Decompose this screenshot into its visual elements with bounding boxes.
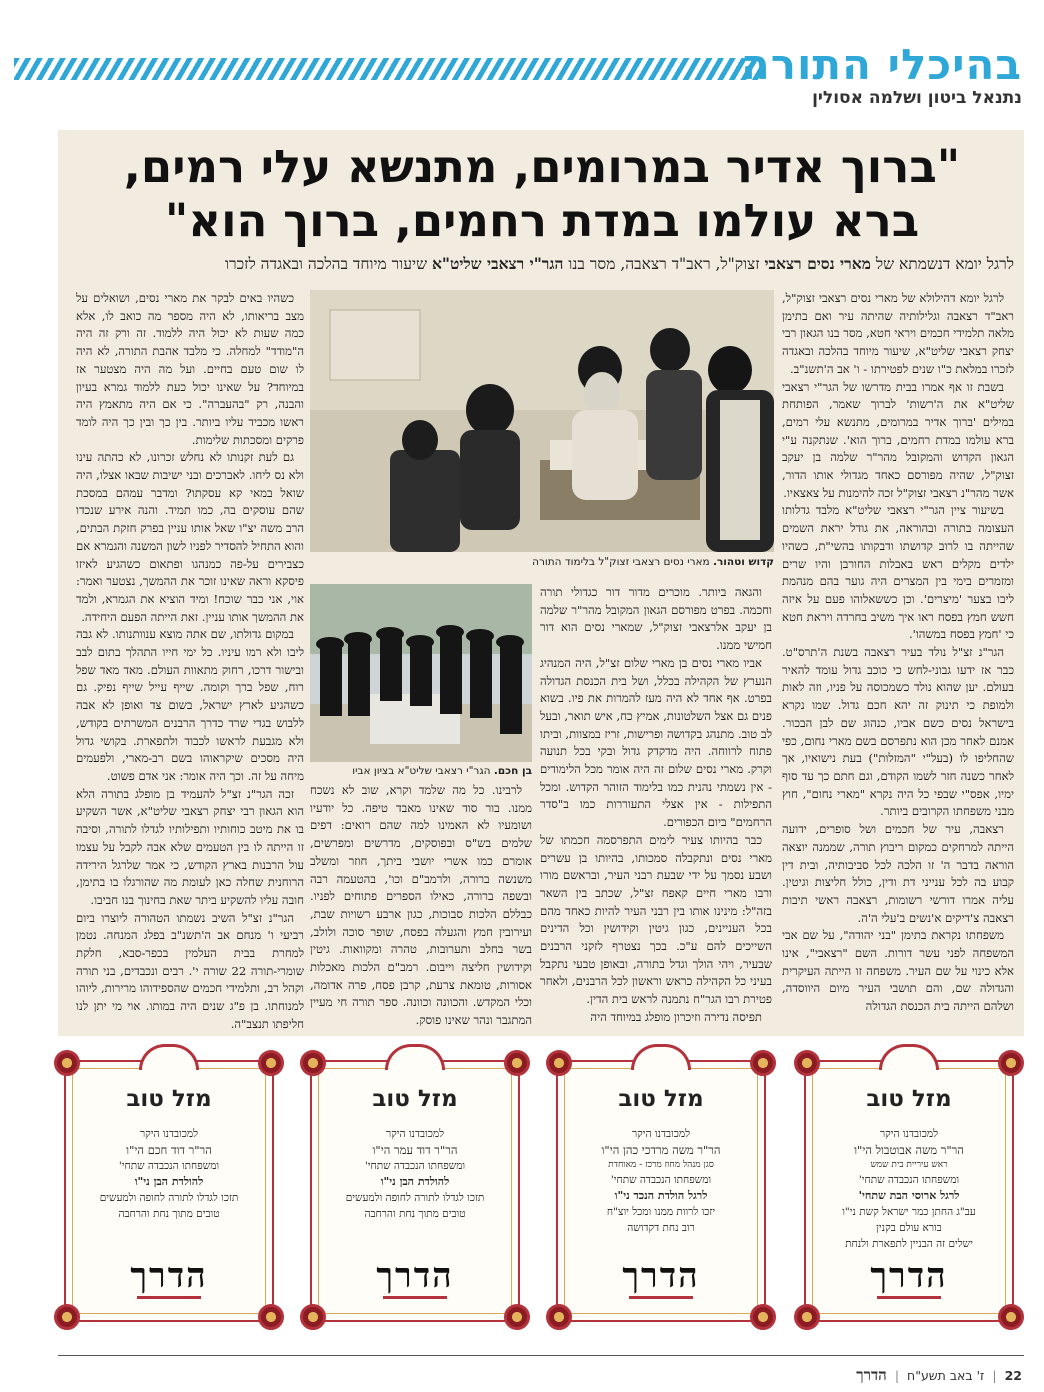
card-line: רוב נחת דקדושה: [627, 1222, 695, 1234]
card-line: ומשפחתו הנכבדה שתחי': [364, 1160, 466, 1172]
card-line: למכובדנו היקר: [139, 1128, 199, 1140]
ornament-icon: [139, 1044, 199, 1070]
logo-text: הדרך: [130, 1256, 208, 1296]
decorative-stripe: [14, 58, 764, 80]
footer-logo: הדרך: [856, 1366, 887, 1384]
card-body: [566, 1084, 756, 1236]
card-line: בורא עולם בקנין: [876, 1222, 942, 1234]
article-subhead: [70, 254, 1014, 274]
mazal-tov-card: [300, 1044, 530, 1330]
card-title: מזל טוב: [126, 1086, 212, 1112]
ornament-icon: [300, 1304, 326, 1330]
photo-caption: [310, 556, 774, 568]
logo-underline: [877, 1296, 941, 1299]
card-line: ישלים זה הבניין לתפארת ולנחת: [845, 1238, 973, 1250]
ornament-icon: [258, 1050, 284, 1076]
photo-main-illustration: [310, 290, 774, 552]
card-body: [320, 1084, 510, 1222]
ornament-icon: [998, 1304, 1024, 1330]
paragraph: תפיסה נדירה וזיכרון מופלג במיוחד היה: [590, 1009, 762, 1024]
subhead-name: הגר"י רצאבי שליט"א: [431, 254, 564, 273]
card-line: הר"ר דוד חכם הי"ו: [126, 1143, 212, 1157]
publication-logo: [814, 1256, 1004, 1299]
page-footer: [856, 1366, 1022, 1385]
ornament-icon: [879, 1044, 939, 1070]
card-body: [814, 1084, 1004, 1252]
card-line: עב"ג החתן כמר ישראל קשת ני"ו: [842, 1206, 976, 1218]
card-line: טובים מתוך נחת והרחבה: [364, 1208, 466, 1220]
article-column-middle: [540, 584, 772, 1034]
ornament-icon: [504, 1304, 530, 1330]
logo-underline: [383, 1296, 447, 1299]
logo-text: הדרך: [870, 1256, 948, 1296]
paragraph: במקום גדולתו, שם אתה מוצא ענוותנותו. לא גבה ליבו ולא רמו עיניו. כל ימי חייו התהלך בתום לבב ובישור דרכו, רחוק מתאוות העולם. מאד מאד שפל רוח, שפל ברך וקומה. שייף עייל שייף נפיק. גם כשהגיע לארץ ישראל, בשום צד ואופן לא אבה ללבוש בגדי שרד כדרך הרבנים המשרתים בקודש, ולא מגבעת לראשו לכבוד ולתפארת. בקושי גדול היה מסכים שיקראוהו בשם רב-מארי, ולפעמים מיחה על זה. וכך היה אומר: אני אדם פשוט.: [76, 627, 304, 783]
footer-separator: |: [992, 1368, 997, 1383]
logo-text: הדרך: [622, 1256, 700, 1296]
paragraph: הגר"נ זצ"ל נולד בעיר רצאבה בשנת ה'תרס"ט. כבר אז ידעו גבוני-לחש כי כוכב גדול עומד להאיר בעולם. יען שהוא נולד כשמכוסה על פניו, וזה לאות ולמופת כי תינוק זה יהא חכם גדול. שמו נקרא בישראל נסים כשם אביו, כנהוג שם לבן הבכור. אמנם לאחר מכן הוא נתפרסם בשם מארי נחום, כפי שהחליפו לו (בעל"י "המזלות") בעת נישואיו, אך לאחר כשנה חזר לשמו הקודם, וגם חתם כך עד סוף ימיו, אפס"י שבפי כל היה נקרא "מארי נחום", חוץ מבני משפחתו הקרובים ביותר.: [782, 645, 1014, 819]
card-line: למכובדנו היקר: [879, 1128, 939, 1140]
issue-date: ז' באב תשע"ח: [907, 1368, 985, 1383]
paragraph: משפחתו נקראת בתימן "בני יהודה", על שם אבי המשפחה לפני עשר דורות. השם "רצאבי", אינו אלא כינוי על שם העיר. משפחה זו הייתה העיקרית והגדולה שם, והם תושבי העיר מיום היווסדה, ושלהם הייתה בית הכנסת הגדולה: [782, 928, 1014, 1014]
ornament-icon: [546, 1050, 572, 1076]
mazal-tov-card: [54, 1044, 284, 1330]
ornament-icon: [258, 1304, 284, 1330]
card-line: טובים מתוך נחת והרחבה: [118, 1208, 220, 1220]
ornament-icon: [750, 1050, 776, 1076]
article-column-middle-lower: [310, 782, 532, 1034]
subhead-text: שיעור מיוחד בהלכה ובאגדה לזכרו: [225, 255, 432, 273]
ornament-icon: [631, 1044, 691, 1070]
section-title: בהיכלי התורה: [740, 40, 1022, 89]
ornament-icon: [385, 1044, 445, 1070]
caption-bold: בן חכם.: [493, 765, 532, 777]
card-line: הר"ר דוד עמר הי"ו: [372, 1143, 458, 1157]
card-line: למכובדנו היקר: [385, 1128, 445, 1140]
photo-gravesite: [310, 584, 532, 762]
caption-text: הגר"י רצאבי שליט"א בציון אביו: [352, 765, 494, 777]
ornament-icon: [998, 1050, 1024, 1076]
author-byline: נתנאל ביטון ושלמה אסולין: [812, 88, 1022, 108]
card-line: תזכו לגדלו לתורה לחופה ולמעשים: [99, 1192, 239, 1204]
paragraph: גם לעת זקנותו לא נחלש זכרונו, לא כהתה עינו ולא נס ליחו. לאברכים ובני ישיבות שבאו אצלו, היה שואל במאי קא עסקתו? ומדבר עמהם במסכת שהם עוסקים בה, כמו תמיד. והנה אירע שנכדו הרב משה יצ"ו שאל אותו עניין בפרק חזקת הבתים, והוא התחיל להסדיר לפניו לשון המשנה והגמרא אם כצבירים על-פה כמנהגו ופתאום כשהגיע לאיזו פיסקא וראה שאינו זוכר את ההמשך, נצטער ואמר: אוי, אני כבר שוכח! ומיד הוציא את הגמרא, ולמד את ההמשך אותו עניין. זאת הייתה הפעם היחידה.: [76, 450, 304, 624]
card-title: מזל טוב: [372, 1086, 458, 1112]
card-line: לרגל ארוסי הבת שתחי': [858, 1189, 960, 1202]
subhead-text: לרגל יומא דנשמתא של: [870, 255, 1014, 273]
ornament-icon: [54, 1304, 80, 1330]
article-column-left: [76, 290, 304, 1034]
card-line: תזכו לגדלו לתורה לחופה ולמעשים: [345, 1192, 485, 1204]
paragraph: הגר"נ זצ"ל השיב נשמתו הטהורה ליוצרו ביום רביעי ו' מנחם אב ה'תשנ"ב בפלג המנחה. נטמן למחרת בבית העלמין בכפר-סבא, חלקת שומרי-תורה 22 שורה י'. רבים ונכבדים, בני תורה וקהל רב, ותלמידי חכמים שהספידוהו מרירות, ליוהו למנוחתו. בן פ"ג שנים היה במותו. אוי מי יתן לנו חליפתו תנצב"ה.: [76, 910, 304, 1031]
card-line: ומשפחתו הנכבדה שתחי': [610, 1174, 712, 1186]
publication-logo: [320, 1256, 510, 1299]
paragraph: זכה הגר"נ זצ"ל להעמיד בן מופלג בתורה הלא הוא הגאון רבי יצחק רצאבי שליט"א, אשר השקיע בו את מיטב כוחותיו ותפילותיו לגדלו לתורה, וסיבה זו הייתה לו בין הטעמים שלא אבה לקבל על עצמו עול הרבנות בארץ הקודש, כי אמר שלרגל הירידה הרוחנית שחלה כאן לעומת מה שהורגלו בו בתימן, חובה עליו להשקיע ביתר שאת בחינוך בנו חביבו.: [76, 786, 304, 907]
mazal-tov-card: [546, 1044, 776, 1330]
photo-rabbis-studying: [310, 290, 774, 552]
publication-logo: [74, 1256, 264, 1299]
card-line: ומשפחתו הנכבדה שתחי': [118, 1160, 220, 1172]
ornament-icon: [504, 1050, 530, 1076]
paragraph: בשבת זו אף אמרו בבית מדרשו של הגר"י רצאבי שליט"א את ה'רשות' לברוך שאמר, הפותחת במילים 'ברוך אדיר במרומים, מתנשא עלי רמים, ברא עולמו במדת רחמים, ברוך הוא'. שנתקנה ע"י הגאון הקדוש והמקובל מהר"ר שלמה בן יעקב זצוק"ל, שהיה מפורסם כאחד מגדולי אותו הדור, אשר מהר"נ רצאבי זצוק"ל זכה להימנות על צאצאיו.: [782, 379, 1014, 500]
card-line: הר"ר משה אבוטבול הי"ו: [854, 1143, 964, 1157]
card-body: [74, 1084, 264, 1222]
photo-small-illustration: [310, 584, 532, 762]
photo-caption: [310, 765, 532, 777]
footer-separator: |: [894, 1368, 900, 1383]
ornament-icon: [750, 1304, 776, 1330]
footer-divider: [58, 1355, 1024, 1356]
caption-bold: קדוש וטהור.: [713, 556, 774, 568]
card-line: להולדת הבן ני"ו: [134, 1175, 204, 1188]
logo-text: הדרך: [376, 1256, 454, 1296]
card-title: מזל טוב: [866, 1086, 952, 1112]
card-line: לרגל הולדת הנכד ני"ו: [614, 1189, 708, 1202]
card-line: ראש עיריית בית שמש: [870, 1160, 948, 1170]
paragraph: רצאבה, עיר של חכמים ושל סופרים, ידועה הייתה למרחקים כמקום ריבוץ תורה, שממנה יוצאה הוראה בדבר ה' זו הלכה לכל סביבותיה, ובית דין קבוע בה לכל ענייני דת ודין, כולל חליצות וגיטין. עליה אמרו דורשי רשומות, רצאבה ראשי תיבות רצאבה צ'דיקים א'נשים ב'עלי ה'ה.: [782, 822, 1014, 925]
ornament-icon: [794, 1050, 820, 1076]
paragraph: והגאה ביותר. מוכרים מדור דור כגדולי תורה וחכמה. בפרט מפורסם הגאון המקובל מהר"ר שלמה בן יעקב אלרצאבי זצוק"ל, שמארי נסים הוא דור חמישי ממנו.: [540, 585, 772, 653]
mazal-tov-card: [794, 1044, 1024, 1330]
ornament-icon: [546, 1304, 572, 1330]
paragraph: לרבינו. כל מה שלמד וקרא, שוב לא נשכח ממנו. בור סוד שאינו מאבד טיפה. כל יודעיו ושומעיו לא האמינו למה שהם רואים: דפים שלמים בש"ס ובפוסקים, מדרשים ומפרשים, אומרם כמו אשרי יושבי ביתך, חוזר ומשלב משנשה ברורה, ולרמב"ם וכו', בהטעמה רבה ובשפה ברורה, כאילו הספרים פתוחים לפניו. כבללם הלכות סבוכות, כגון ארבע רשויות שבת, ועירובין חמץ והגעלה בפסח, שופר סוכה ולולב, בשר בחלב ותערובות, טהרה ומקוואות. גיטין וקידושין חליצה וייבום. רמב"ם הלכות מאכלות אסורות, טומאת צרעת, קרבן פסח, פרה אדומה, וכלי המקדש. והכוונה וכוונה. ספר תורה חי מעיין המתגבר ונהר שאינו פוסק.: [310, 783, 532, 1028]
page-number: 22: [1004, 1368, 1022, 1383]
caption-text: מארי נסים רצאבי זצוק"ל בלימוד התורה: [532, 556, 713, 568]
headline-line-1: "ברוך אדיר במרומים, מתנשא עלי רמים,: [123, 140, 961, 193]
card-title: מזל טוב: [618, 1086, 704, 1112]
card-line: סגן מנהל מחוז מרכז - מאוחדת: [608, 1160, 714, 1170]
article-column-right: [782, 290, 1014, 1034]
paragraph: לרגל יומא דהילולא של מארי נסים רצאבי זצוק"ל, ראב"ד רצאבה וגלילותיה שהיתה עיר ואם בתימן מלאה תלמידי חכמים ויראי חטא, מסר בנו הגאון רבי יצחק רצאבי שליט"א, שיעור מיוחד בהלכה ובאגדה לזכרו במלאת כ"ו שנים לפטירתו - ו' אב ה'תשנ"ב.: [782, 291, 1014, 376]
subhead-text: זצוק"ל, ראב"ד רצאבה, מסר בנו: [563, 255, 765, 273]
headline-line-2: ברא עולמו במדת רחמים, ברוך הוא": [164, 194, 920, 247]
logo-underline: [137, 1296, 201, 1299]
paragraph: כשהיו באים לבקר את מארי נסים, ושואלים על מצב בריאותו, לא היה מספר מה כואב לו, אלא כמה שעות לא יכול היה ללמוד. זה ורק זה היה ה"מודד" למחלה. כי מלבד אהבת התורה, לא היה לו שום טעם בחיים. ועל מה היה מצטער אז במיוחד? על שאינו יכול כעת ללמוד גמרא בעיון והבנה, רק "בהעברה". כי אם היה מתאמץ היה ראשו מכביד עליו ביותר. בין כך ובין כך היה לומד פרקים ומסכתות שלימות.: [76, 291, 304, 447]
card-line: ומשפחתו הנכבדה שתחי': [858, 1174, 960, 1186]
paragraph: בשיעור ציין הגר"י רצאבי שליט"א מלבד גדלותו העצומה בתורה ובהוראה, את גודל יראת השמים שהייתה בו לרוב קדושתו ודבקותו בהשי"ת, כשהיו ילדים מקלים ראש באבלות החורבן והיו שרים ומזמרים בימי בין המצרים היה גוער בהם מנהמת ליבו בצער 'מיצרים'. וכן כששאלוהו פעם על איזה חשש חמץ בפסח ראו איך משיב בחרדה ויראת חטא כי 'חמץ בפסח במשהו'.: [782, 503, 1014, 642]
ornament-icon: [794, 1304, 820, 1330]
paragraph: אביו מארי נסים בן מארי שלום זצ"ל, היה המנהיג הנערץ של הקהילה בכלל, ושל בית הכנסת הגדולה בפרט. אף אחד לא היה מעז להמרות את פיו. בשוא פנים גם אצל השלטונות, אמיץ כח, איש תואר, ובעל לב טוב. מתנהג בקדושה ופרישות, זריז במצוות, וביתו פתוח לרווחה. היה מדקדק גדול ובקי בכל תנועה וקרק. מארי נסים שלום זה היה אומר מכל הלימודים - אין נשמתי נהנית כמו בלימוד הזוהר הקדוש. ומכל התפילות - אין אצלי התעוררות כמו ב"סדר הרחמים" ביום הכפורים.: [540, 655, 772, 830]
card-line: למכובדנו היקר: [631, 1128, 691, 1140]
paragraph: כבר בהיותו צעיר לימים התפרסמה חכמתו של מארי נסים ונתקבלה סמכותו, בהיותו בן עשרים ושבע נסמך על ידי שבעת רבני העיר, ובראשם מורו ורבו מארי חיים קאפח זצ"ל, שכתב בין השאר בזה"ל: מינינו אותו בין רבני העיר להיות כאחד מהם בכל העניינים, כגון גיטין וקידושין וכל הדינים השייכים להם ע"כ. בכך נצטרף לזקני הרבנים שבעיר, ויהי הולך וגדל בתורה, ובאופן טבעי נתקבל בעיני כל הקהילה כראש וראשון לכל הרבנים, ולאחר פטירת רבו הגר"ח נתמנה לראש בית הדין.: [540, 832, 772, 1007]
article-headline: [70, 140, 1014, 248]
card-line: הר"ר משה מרדכי כהן הי"ו: [601, 1143, 721, 1157]
subhead-name: מארי נסים רצאבי: [764, 254, 871, 273]
publication-logo: [566, 1256, 756, 1299]
logo-underline: [629, 1296, 693, 1299]
card-line: יזכו לרוות ממנו ומכל יוצ"ח: [606, 1206, 716, 1218]
card-line: להולדת הבן ני"ו: [380, 1175, 450, 1188]
ornament-icon: [54, 1050, 80, 1076]
ornament-icon: [300, 1050, 326, 1076]
